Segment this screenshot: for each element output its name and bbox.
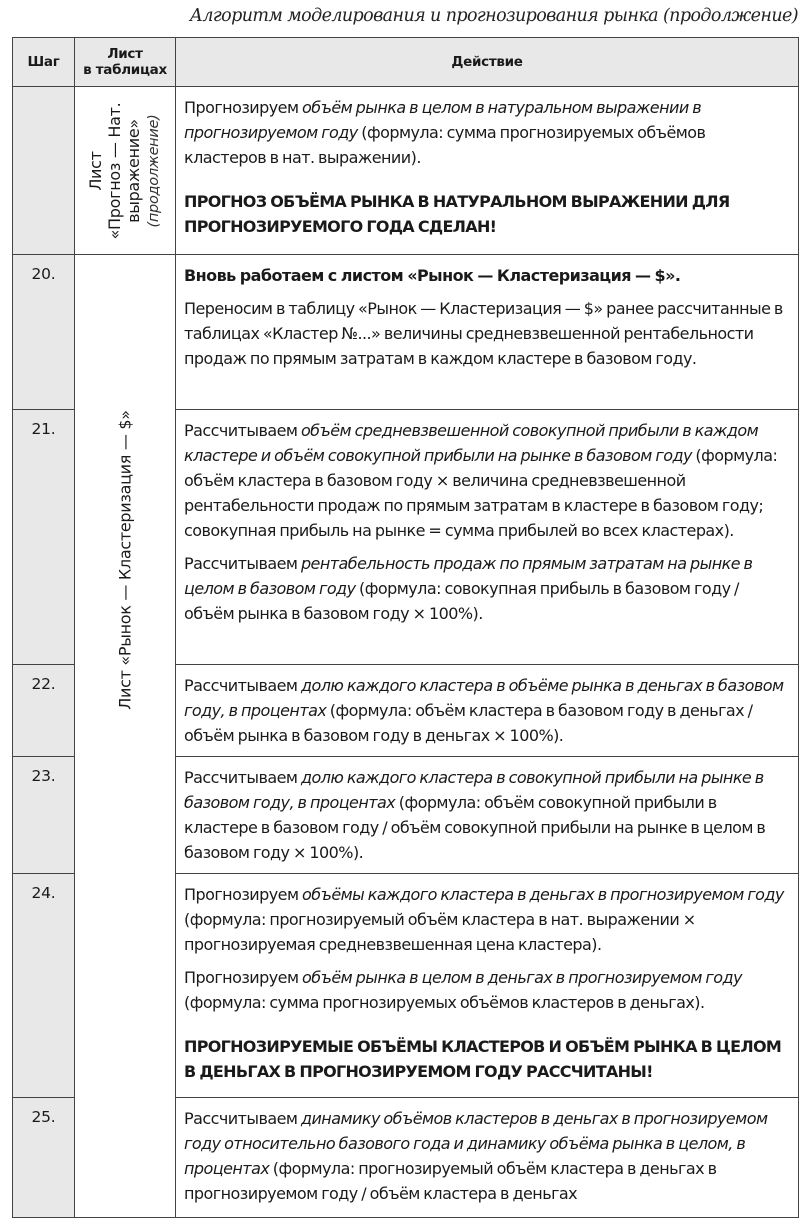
plain-text: (формула: совокупная прибыль в базовом году / объём рынка в базовом году × 100%). (184, 579, 739, 623)
algorithm-table (12, 37, 799, 1218)
plain-text: Переносим в таблицу «Рынок — Кластеризация — $» ранее рассчитанные в таблицах «Кластер №...» величины средневзвешенной рентабельности продаж по прямым затратам в каждом кластере в базовом году. (184, 299, 783, 368)
sheet-label-line3: выражение» (124, 118, 143, 223)
plain-text: Прогнозируем (184, 885, 303, 904)
action-paragraph (184, 296, 790, 371)
step-number: 24. (13, 874, 75, 1098)
action-cell (176, 255, 799, 410)
emphasis-text: рентабельность продаж по прямым затратам на рынке в целом в базовом году (184, 554, 753, 598)
action-cell (176, 1098, 799, 1218)
header-sheet-line1: Лист (107, 46, 143, 62)
action-cell (176, 757, 799, 874)
action-paragraph (184, 551, 790, 626)
plain-text: Рассчитываем (184, 676, 301, 695)
plain-text: (формула: объём кластера в базовом году × величина средневзвешенной рентабельности продаж по прямым затратам в кластере в базовом году; совокупная прибыль на рынке = сумма прибылей во всех кластерах). (184, 446, 778, 540)
sheet-label: Лист «Рынок — Кластеризация — $» (115, 410, 135, 710)
table-row (13, 87, 799, 255)
emphasis-text: объём рынка в целом в натуральном выражении в прогнозируемом году (184, 98, 702, 142)
step-number: 22. (13, 665, 75, 757)
emphasis-text: объёмы каждого кластера в деньгах в прогнозируемом году (302, 885, 784, 904)
action-paragraph (184, 418, 790, 543)
plain-text: ПРОГНОЗ ОБЪЁМА РЫНКА В НАТУРАЛЬНОМ ВЫРАЖЕНИИ ДЛЯ ПРОГНОЗИРУЕМОГО ГОДА СДЕЛАН! (184, 192, 730, 236)
action-cell (176, 410, 799, 665)
header-step: Шаг (13, 38, 75, 87)
conclusion-text (184, 1035, 790, 1084)
table-caption: Алгоритм моделирования и прогнозирования рынка (продолжение) (189, 6, 798, 26)
sheet-label-vertical (86, 102, 164, 239)
step-number: 20. (13, 255, 75, 410)
action-paragraph (184, 1106, 790, 1206)
action-paragraph (184, 965, 790, 1015)
emphasis-text: объём средневзвешенной совокупной прибыли в каждом кластере и объём совокупной прибыли на рынке в базовом году (184, 421, 759, 465)
header-action: Действие (176, 38, 799, 87)
plain-text: Прогнозируем (184, 98, 303, 117)
action-cell (176, 87, 799, 255)
step-number: 25. (13, 1098, 75, 1218)
emphasis-text: объём рынка в целом в деньгах в прогнозируемом году (302, 968, 742, 987)
sheet-cell-forecast-natural (75, 87, 176, 255)
sheet-label-line2: «Прогноз — Нат. (105, 102, 124, 239)
bold-instruction (184, 263, 790, 288)
action-paragraph (184, 765, 790, 865)
plain-text: (формула: прогнозируемый объём кластера в нат. выражении × прогнозируемая средневзвешенная цена кластера). (184, 910, 696, 954)
table-row (13, 255, 799, 410)
action-cell (176, 665, 799, 757)
emphasis-text: долю каждого кластера в объёме рынка в деньгах в базовом году, в процентах (184, 676, 784, 720)
action-cell (176, 874, 799, 1098)
action-paragraph (184, 882, 790, 957)
header-sheet-line2: в таблицах (83, 62, 167, 78)
plain-text: (формула: прогнозируемый объём кластера в деньгах в прогнозируемом году / объём кластера в деньгах (184, 1159, 717, 1203)
sheet-label-vertical (116, 410, 135, 709)
plain-text: Вновь работаем с листом «Рынок — Кластеризация — $». (184, 266, 681, 285)
step-number (13, 87, 75, 255)
plain-text: Рассчитываем (184, 554, 301, 573)
plain-text: (формула: сумма прогнозируемых объёмов кластеров в нат. выражении). (184, 123, 706, 167)
plain-text: Рассчитываем (184, 1109, 301, 1128)
conclusion-text (184, 190, 790, 239)
plain-text: Прогнозируем (184, 968, 303, 987)
table-header-row (13, 38, 799, 87)
plain-text: Рассчитываем (184, 768, 301, 787)
sheet-label-note: (продолжение) (146, 114, 162, 227)
sheet-cell-market-clustering (75, 255, 176, 1218)
plain-text: (формула: объём совокупной прибыли в кластере в базовом году / объём совокупной прибыли на рынке в целом в базовом году × 100%). (184, 793, 766, 862)
plain-text: ПРОГНОЗИРУЕМЫЕ ОБЪЁМЫ КЛАСТЕРОВ И ОБЪЁМ РЫНКА В ЦЕЛОМ В ДЕНЬГАХ В ПРОГНОЗИРУЕМОМ ГОДУ РАССЧИТАНЫ! (184, 1037, 782, 1081)
step-number: 21. (13, 410, 75, 665)
emphasis-text: динамику объёмов кластеров в деньгах в прогнозируемом году относительно базового года и динамику объёма рынка в целом, в процентах (184, 1109, 768, 1178)
plain-text: (формула: объём кластера в базовом году в деньгах / объём рынка в базовом году в деньгах × 100%). (184, 701, 753, 745)
action-paragraph (184, 673, 790, 748)
emphasis-text: долю каждого кластера в совокупной прибыли на рынке в базовом году, в процентах (184, 768, 764, 812)
header-sheet (75, 38, 176, 87)
action-paragraph (184, 95, 790, 170)
sheet-label-line1: Лист (86, 150, 105, 191)
plain-text: Рассчитываем (184, 421, 301, 440)
plain-text: (формула: сумма прогнозируемых объёмов кластеров в деньгах). (184, 993, 705, 1012)
step-number: 23. (13, 757, 75, 874)
